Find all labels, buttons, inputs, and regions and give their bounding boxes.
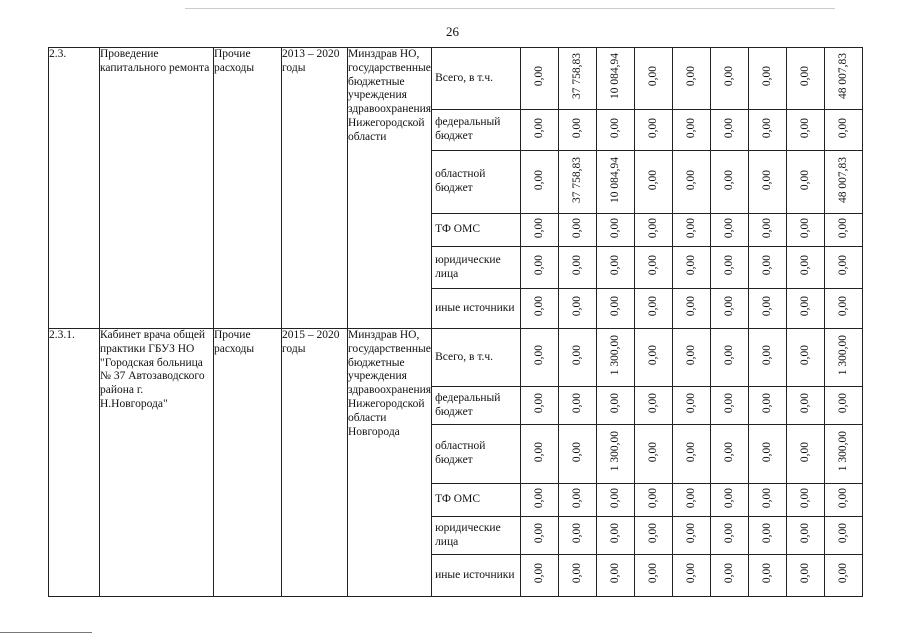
table-row xyxy=(49,48,863,110)
value-text: 0,00 xyxy=(646,523,659,544)
funding-source: Всего, в т.ч. xyxy=(432,48,521,110)
value-text: 0,00 xyxy=(722,255,735,276)
value-cell xyxy=(635,484,673,517)
value-cell xyxy=(673,387,711,425)
value-cell xyxy=(559,425,597,484)
value-text: 0,00 xyxy=(684,296,697,317)
value-text: 0,00 xyxy=(760,563,773,584)
value-text: 1 300,00 xyxy=(836,431,849,472)
value-cell xyxy=(787,329,825,387)
value-text: 0,00 xyxy=(608,563,621,584)
value-cell xyxy=(673,329,711,387)
value-text: 0,00 xyxy=(646,66,659,87)
value-cell xyxy=(521,48,559,110)
value-text: 0,00 xyxy=(722,169,735,190)
value-text: 0,00 xyxy=(760,393,773,414)
value-cell xyxy=(749,329,787,387)
funding-source: Всего, в т.ч. xyxy=(432,329,521,387)
section-executor: Минздрав НО, государственные бюджетные учреждения здравоохранения Нижегородской области Новгорода xyxy=(348,329,432,597)
value-cell xyxy=(597,48,635,110)
value-cell xyxy=(635,214,673,247)
value-cell xyxy=(635,247,673,289)
value-cell xyxy=(825,329,863,387)
value-cell xyxy=(825,151,863,214)
value-text: 48 007,83 xyxy=(836,156,849,203)
value-text: 1 300,00 xyxy=(608,334,621,376)
value-text: 0,00 xyxy=(570,296,583,317)
value-text: 0,00 xyxy=(722,523,735,544)
value-text: 0,00 xyxy=(646,441,659,462)
value-text: 0,00 xyxy=(760,523,773,544)
value-text: 0,00 xyxy=(532,487,545,508)
value-text: 0,00 xyxy=(798,487,811,508)
value-cell xyxy=(711,517,749,555)
value-text: 0,00 xyxy=(798,345,811,366)
value-text: 0,00 xyxy=(570,563,583,584)
value-text: 0,00 xyxy=(798,255,811,276)
value-text: 0,00 xyxy=(836,523,849,544)
value-cell xyxy=(673,484,711,517)
value-cell xyxy=(521,214,559,247)
value-text: 0,00 xyxy=(570,487,583,508)
value-text: 0,00 xyxy=(798,563,811,584)
value-text: 0,00 xyxy=(532,66,545,87)
value-cell xyxy=(825,110,863,151)
value-cell xyxy=(749,387,787,425)
value-cell xyxy=(635,329,673,387)
value-cell xyxy=(559,151,597,214)
value-text: 0,00 xyxy=(570,441,583,462)
value-text: 0,00 xyxy=(646,169,659,190)
value-cell xyxy=(749,48,787,110)
section-category: Прочие расходы xyxy=(214,329,282,597)
value-text: 0,00 xyxy=(684,117,697,138)
value-text: 0,00 xyxy=(760,169,773,190)
value-cell xyxy=(521,517,559,555)
value-text: 0,00 xyxy=(684,66,697,87)
value-cell xyxy=(749,151,787,214)
value-text: 0,00 xyxy=(570,117,583,138)
value-text: 0,00 xyxy=(722,393,735,414)
value-text: 0,00 xyxy=(760,487,773,508)
value-text: 0,00 xyxy=(608,487,621,508)
value-cell xyxy=(635,151,673,214)
value-text: 0,00 xyxy=(608,393,621,414)
value-cell xyxy=(521,151,559,214)
value-text: 0,00 xyxy=(646,563,659,584)
value-cell xyxy=(635,289,673,329)
value-text: 0,00 xyxy=(684,393,697,414)
value-cell xyxy=(521,387,559,425)
value-cell xyxy=(597,555,635,597)
value-text: 0,00 xyxy=(798,523,811,544)
value-cell xyxy=(521,484,559,517)
value-cell xyxy=(711,110,749,151)
value-cell xyxy=(635,555,673,597)
value-text: 0,00 xyxy=(836,296,849,317)
value-text: 0,00 xyxy=(836,217,849,238)
value-cell xyxy=(521,289,559,329)
value-text: 0,00 xyxy=(760,345,773,366)
value-cell xyxy=(597,329,635,387)
value-cell xyxy=(597,425,635,484)
budget-table xyxy=(48,47,863,597)
value-text: 0,00 xyxy=(798,117,811,138)
value-cell xyxy=(559,110,597,151)
value-cell xyxy=(597,517,635,555)
value-text: 0,00 xyxy=(722,563,735,584)
value-cell xyxy=(749,289,787,329)
value-cell xyxy=(597,484,635,517)
section-code: 2.3. xyxy=(49,48,100,329)
value-cell xyxy=(749,517,787,555)
value-cell xyxy=(635,48,673,110)
value-text: 1 300,00 xyxy=(836,334,849,376)
value-text: 0,00 xyxy=(684,523,697,544)
value-cell xyxy=(787,110,825,151)
value-text: 1 300,00 xyxy=(608,431,621,472)
value-cell xyxy=(597,289,635,329)
value-text: 0,00 xyxy=(646,393,659,414)
value-text: 0,00 xyxy=(684,217,697,238)
value-cell xyxy=(559,289,597,329)
value-cell xyxy=(711,48,749,110)
value-cell xyxy=(749,247,787,289)
value-cell xyxy=(597,214,635,247)
value-cell xyxy=(521,425,559,484)
funding-source: областной бюджет xyxy=(432,151,521,214)
value-text: 0,00 xyxy=(684,345,697,366)
value-cell xyxy=(673,247,711,289)
value-text: 0,00 xyxy=(532,255,545,276)
value-cell xyxy=(559,517,597,555)
value-text: 0,00 xyxy=(608,255,621,276)
value-text: 0,00 xyxy=(722,296,735,317)
value-text: 0,00 xyxy=(684,563,697,584)
value-cell xyxy=(635,517,673,555)
funding-source: юридические лица xyxy=(432,517,521,555)
value-cell xyxy=(597,247,635,289)
value-text: 0,00 xyxy=(722,345,735,366)
value-cell xyxy=(559,214,597,247)
value-cell xyxy=(559,48,597,110)
value-cell xyxy=(787,247,825,289)
value-text: 0,00 xyxy=(798,441,811,462)
value-text: 0,00 xyxy=(836,255,849,276)
value-cell xyxy=(749,484,787,517)
funding-source: иные источники xyxy=(432,555,521,597)
bottom-rule xyxy=(0,632,92,633)
value-text: 0,00 xyxy=(798,393,811,414)
value-cell xyxy=(749,555,787,597)
value-cell xyxy=(825,555,863,597)
section-executor: Минздрав НО, государственные бюджетные учреждения здравоохранения Нижегородской области xyxy=(348,48,432,329)
value-cell xyxy=(635,110,673,151)
value-text: 0,00 xyxy=(836,393,849,414)
table-row xyxy=(49,329,863,387)
funding-source: иные источники xyxy=(432,289,521,329)
value-cell xyxy=(559,329,597,387)
value-cell xyxy=(635,387,673,425)
value-cell xyxy=(635,425,673,484)
funding-source: ТФ ОМС xyxy=(432,214,521,247)
value-cell xyxy=(521,555,559,597)
value-text: 0,00 xyxy=(532,523,545,544)
value-cell xyxy=(787,555,825,597)
section-period: 2015 – 2020 годы xyxy=(282,329,348,597)
value-text: 0,00 xyxy=(798,169,811,190)
value-cell xyxy=(749,425,787,484)
value-text: 0,00 xyxy=(532,563,545,584)
value-cell xyxy=(825,289,863,329)
value-cell xyxy=(711,425,749,484)
value-text: 10 084,94 xyxy=(608,156,621,203)
value-text: 0,00 xyxy=(760,217,773,238)
value-cell xyxy=(559,484,597,517)
section-category: Прочие расходы xyxy=(214,48,282,329)
value-text: 0,00 xyxy=(684,255,697,276)
value-cell xyxy=(711,387,749,425)
value-text: 0,00 xyxy=(722,117,735,138)
value-text: 0,00 xyxy=(684,487,697,508)
value-text: 0,00 xyxy=(798,217,811,238)
value-text: 0,00 xyxy=(646,117,659,138)
page-number: 26 xyxy=(446,24,459,39)
value-text: 0,00 xyxy=(760,255,773,276)
value-cell xyxy=(597,110,635,151)
value-text: 0,00 xyxy=(532,296,545,317)
section-title: Проведение капитального ремонта xyxy=(100,48,214,329)
value-cell xyxy=(559,387,597,425)
value-text: 0,00 xyxy=(570,345,583,366)
value-cell xyxy=(711,555,749,597)
value-cell xyxy=(749,110,787,151)
value-cell xyxy=(521,110,559,151)
value-cell xyxy=(711,484,749,517)
value-cell xyxy=(825,247,863,289)
value-text: 0,00 xyxy=(722,217,735,238)
value-cell xyxy=(787,151,825,214)
value-text: 0,00 xyxy=(684,441,697,462)
value-text: 0,00 xyxy=(722,487,735,508)
funding-source: ТФ ОМС xyxy=(432,484,521,517)
value-cell xyxy=(521,329,559,387)
value-text: 0,00 xyxy=(646,487,659,508)
value-text: 48 007,83 xyxy=(836,53,849,100)
section-period: 2013 – 2020 годы xyxy=(282,48,348,329)
value-text: 0,00 xyxy=(836,563,849,584)
value-cell xyxy=(711,214,749,247)
value-text: 0,00 xyxy=(760,296,773,317)
value-text: 0,00 xyxy=(646,345,659,366)
value-text: 0,00 xyxy=(798,66,811,87)
value-cell xyxy=(825,387,863,425)
value-cell xyxy=(787,425,825,484)
value-cell xyxy=(787,387,825,425)
value-cell xyxy=(787,48,825,110)
value-text: 0,00 xyxy=(532,441,545,462)
value-text: 0,00 xyxy=(684,169,697,190)
value-text: 0,00 xyxy=(760,117,773,138)
value-cell xyxy=(711,289,749,329)
value-cell xyxy=(825,517,863,555)
value-text: 0,00 xyxy=(608,217,621,238)
value-cell xyxy=(711,329,749,387)
value-cell xyxy=(749,214,787,247)
value-cell xyxy=(559,247,597,289)
value-cell xyxy=(673,425,711,484)
value-text: 0,00 xyxy=(570,217,583,238)
value-cell xyxy=(825,48,863,110)
section-title: Кабинет врача общей практики ГБУЗ НО "Городская больница № 37 Автозаводского района г. Н.Новгорода" xyxy=(100,329,214,597)
value-text: 0,00 xyxy=(798,296,811,317)
funding-source: юридические лица xyxy=(432,247,521,289)
value-cell xyxy=(825,214,863,247)
value-text: 0,00 xyxy=(722,441,735,462)
value-text: 0,00 xyxy=(532,217,545,238)
value-cell xyxy=(673,555,711,597)
value-text: 0,00 xyxy=(608,117,621,138)
value-cell xyxy=(597,151,635,214)
funding-source: областной бюджет xyxy=(432,425,521,484)
value-cell xyxy=(825,484,863,517)
value-cell xyxy=(787,484,825,517)
value-cell xyxy=(787,517,825,555)
section-code: 2.3.1. xyxy=(49,329,100,597)
value-cell xyxy=(559,555,597,597)
value-cell xyxy=(673,289,711,329)
funding-source: федеральный бюджет xyxy=(432,387,521,425)
funding-source: федеральный бюджет xyxy=(432,110,521,151)
value-text: 0,00 xyxy=(570,255,583,276)
value-text: 0,00 xyxy=(532,169,545,190)
value-text: 0,00 xyxy=(760,66,773,87)
value-text: 37 758,83 xyxy=(570,156,583,203)
value-text: 0,00 xyxy=(836,117,849,138)
value-cell xyxy=(711,247,749,289)
value-text: 0,00 xyxy=(570,523,583,544)
value-cell xyxy=(597,387,635,425)
value-cell xyxy=(673,48,711,110)
value-cell xyxy=(787,214,825,247)
value-cell xyxy=(825,425,863,484)
value-text: 0,00 xyxy=(532,393,545,414)
value-text: 0,00 xyxy=(646,255,659,276)
value-text: 0,00 xyxy=(608,523,621,544)
value-text: 0,00 xyxy=(532,345,545,366)
value-text: 0,00 xyxy=(646,296,659,317)
value-text: 0,00 xyxy=(760,441,773,462)
top-rule xyxy=(185,8,835,9)
value-text: 0,00 xyxy=(836,487,849,508)
value-cell xyxy=(521,247,559,289)
value-cell xyxy=(673,214,711,247)
value-cell xyxy=(711,151,749,214)
value-text: 0,00 xyxy=(532,117,545,138)
value-cell xyxy=(673,517,711,555)
value-text: 0,00 xyxy=(646,217,659,238)
value-cell xyxy=(673,151,711,214)
value-cell xyxy=(787,289,825,329)
value-cell xyxy=(673,110,711,151)
value-text: 0,00 xyxy=(722,66,735,87)
value-text: 0,00 xyxy=(570,393,583,414)
value-text: 10 084,94 xyxy=(608,53,621,100)
value-text: 37 758,83 xyxy=(570,53,583,100)
value-text: 0,00 xyxy=(608,296,621,317)
